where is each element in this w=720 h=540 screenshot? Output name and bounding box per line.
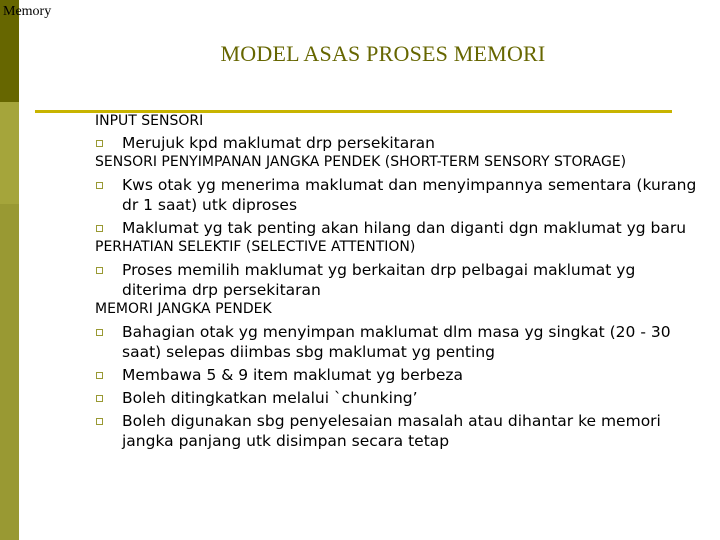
bullet-text: Kws otak yg menerima maklumat dan menyimpannya sementara (kurang dr 1 saat) utk diproses [122,176,697,214]
corner-label: Memory [3,4,52,19]
section-heading: PERHATIAN SELEKTIF (SELECTIVE ATTENTION) [95,239,416,255]
section-perhatian-selektif [95,238,705,300]
slide-content [95,113,705,451]
bullet-text: Boleh digunakan sbg penyelesaian masalah atau dihantar ke memori jangka panjang utk disimpan secara tetap [122,412,661,450]
bullet-text: Proses memilih maklumat yg berkaitan drp pelbagai maklumat yg diterima drp persekitaran [122,261,636,299]
slide-title: MODEL ASAS PROSES MEMORI [220,41,546,66]
bullet-text: Bahagian otak yg menyimpan maklumat dlm masa yg singkat (20 - 30 saat) selepas diimbas sbg maklumat yg penting [122,323,671,361]
bullet-item [95,388,705,408]
bullet-item [95,175,705,215]
bullet-text: Boleh ditingkatkan melalui `chunking’ [122,389,418,407]
bullet-item [95,133,705,153]
section-input-sensori [95,113,705,153]
bullet-item [95,218,705,238]
bullet-text: Membawa 5 & 9 item maklumat yg berbeza [122,366,463,384]
section-sensori-penyimpanan [95,153,705,238]
section-heading: SENSORI PENYIMPANAN JANGKA PENDEK (SHORT-TERM SENSORY STORAGE) [95,154,627,170]
bullet-item [95,260,705,300]
bullet-item [95,365,705,385]
bullet-text: Merujuk kpd maklumat drp persekitaran [122,134,435,152]
square-bullet-icon [96,140,103,147]
square-bullet-icon [96,225,103,232]
bullet-item [95,411,705,451]
square-bullet-icon [96,267,103,274]
square-bullet-icon [96,372,103,379]
section-heading: INPUT SENSORI [95,113,204,129]
square-bullet-icon [96,418,103,425]
sidebar-bar-mid [0,102,19,204]
bullet-text: Maklumat yg tak penting akan hilang dan diganti dgn maklumat yg baru [122,219,687,237]
square-bullet-icon [96,395,103,402]
square-bullet-icon [96,329,103,336]
square-bullet-icon [96,182,103,189]
bullet-item [95,322,705,362]
section-memori-jangka-pendek [95,300,705,451]
section-heading: MEMORI JANGKA PENDEK [95,301,272,317]
